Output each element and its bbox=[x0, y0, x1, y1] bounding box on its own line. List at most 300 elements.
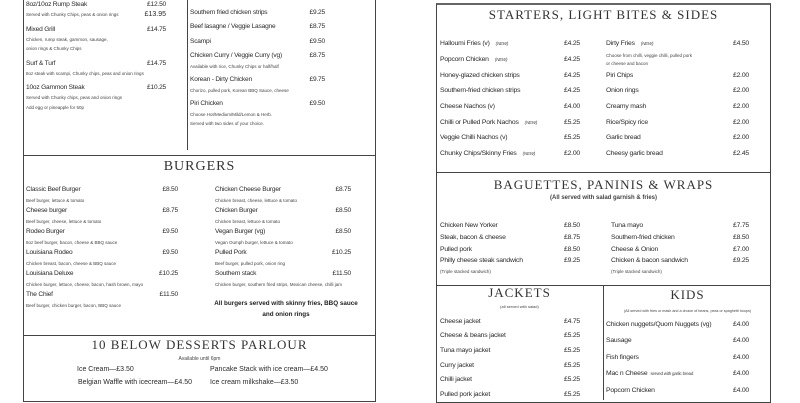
menu-item-description bbox=[26, 237, 178, 247]
menu-item-name: Chicken Cheese Burger bbox=[215, 186, 281, 193]
menu-item-name-wrap bbox=[26, 186, 80, 193]
menu-item-row bbox=[440, 372, 580, 387]
starters-col2 bbox=[606, 36, 749, 162]
menu-item bbox=[215, 247, 351, 268]
menu-item-price: £5.25 bbox=[563, 376, 580, 384]
menu-item-name-wrap bbox=[606, 321, 711, 328]
description-text: Served with Chunky chips, peas and onion rings bbox=[26, 95, 123, 101]
menu-item-name-wrap bbox=[440, 40, 508, 47]
menu-item-row bbox=[606, 114, 749, 130]
menu-item-row bbox=[190, 98, 325, 110]
menu-item-row bbox=[190, 35, 325, 47]
menu-item-name: Philly cheese steak sandwich bbox=[440, 257, 523, 265]
description-text: Beef burger, pulled pork, onion ring bbox=[215, 260, 286, 266]
menu-item-price: £4.50 bbox=[732, 40, 749, 48]
menu-item-row bbox=[26, 289, 178, 300]
menu-item-price: £2.00 bbox=[732, 71, 749, 79]
menu-item-price: £14.75 bbox=[147, 59, 166, 67]
menu-item bbox=[611, 232, 749, 244]
menu-item-name-wrap bbox=[215, 249, 247, 256]
menu-item-description bbox=[215, 237, 351, 247]
menu-item-name-wrap bbox=[26, 228, 65, 235]
menu-item-name: Honey-glazed chicken strips bbox=[440, 71, 520, 79]
menu-item-name-wrap bbox=[606, 103, 646, 110]
menu-item-row bbox=[606, 366, 749, 383]
menu-item-name: Halloumi Fries (v) bbox=[440, 40, 490, 48]
jackets-col1 bbox=[440, 314, 580, 402]
menu-item-name-wrap bbox=[26, 60, 55, 67]
menu-item-row bbox=[215, 184, 351, 195]
description-text: Chicken breast, lettuce & tomato bbox=[215, 218, 281, 224]
menu-item bbox=[440, 387, 580, 402]
menu-item-name-wrap bbox=[26, 1, 87, 8]
menu-item-price: £2.00 bbox=[563, 150, 580, 158]
menu-item-row bbox=[440, 36, 580, 52]
menu-item-description bbox=[190, 119, 325, 129]
menu-item-description bbox=[215, 258, 351, 268]
menu-item-row bbox=[440, 343, 580, 358]
mains-bottom-rule bbox=[23, 155, 376, 156]
menu-item-name-wrap bbox=[190, 9, 267, 16]
menu-item-name: Chicken Curry / Veggie Curry (vg) bbox=[190, 52, 282, 59]
menu-item bbox=[440, 372, 580, 387]
menu-item-row bbox=[440, 52, 580, 68]
menu-item-name: Mixed Grill bbox=[26, 25, 55, 33]
menu-item-row bbox=[440, 387, 580, 402]
desserts-title: 10 BELOW DESSERTS PARLOUR bbox=[91, 337, 308, 352]
menu-item-row bbox=[611, 243, 749, 255]
dessert-belgian-waffle: Belgian Waffle with icecream—£4.50 bbox=[78, 379, 192, 386]
menu-item-row bbox=[606, 146, 749, 162]
menu-item-price: £2.00 bbox=[732, 134, 749, 142]
menu-item-row bbox=[611, 220, 749, 232]
menu-item-name-wrap bbox=[606, 40, 653, 47]
menu-item-description bbox=[190, 110, 325, 120]
menu-item bbox=[440, 52, 580, 68]
menu-item-row bbox=[190, 74, 325, 86]
menu-item bbox=[190, 35, 325, 47]
jackets-subtitle: (all served with salad) bbox=[500, 304, 539, 309]
menu-item bbox=[440, 67, 580, 83]
menu-item bbox=[440, 83, 580, 99]
menu-item bbox=[611, 220, 749, 232]
menu-item-name: Pulled Pork bbox=[215, 249, 247, 256]
menu-item-description bbox=[190, 86, 325, 96]
menu-item-note: served with garlic bread bbox=[650, 371, 694, 377]
menu-item-name: Cheese jacket bbox=[440, 317, 481, 325]
menu-item-description bbox=[215, 195, 351, 205]
menu-item-name: Cheese & beans jacket bbox=[440, 332, 506, 340]
menu-item-row bbox=[190, 6, 325, 18]
baguettes-subtitle: (All served with salad garnish & fries) bbox=[549, 195, 658, 201]
menu-item-price: £5.25 bbox=[563, 346, 580, 354]
menu-item-name: Chicken & bacon sandwich bbox=[611, 257, 688, 265]
mains-col2 bbox=[190, 6, 325, 131]
menu-item-row bbox=[606, 130, 749, 146]
menu-item-name: Mac n Cheese bbox=[606, 370, 648, 378]
dessert-milkshake: Ice cream milkshake—£3.50 bbox=[210, 379, 299, 386]
mains-divider bbox=[187, 0, 188, 150]
burgers-title: BURGERS bbox=[163, 159, 236, 174]
menu-item-name: Scampi bbox=[190, 37, 211, 45]
menu-item-row bbox=[606, 316, 749, 333]
menu-item-name-wrap bbox=[440, 257, 523, 264]
menu-item bbox=[26, 24, 166, 54]
menu-item-row bbox=[606, 36, 749, 52]
menu-item-name: Cheese burger bbox=[26, 207, 68, 214]
menu-item-price: £2.00 bbox=[732, 103, 749, 111]
menu-item-name-wrap bbox=[215, 207, 258, 214]
menu-item-name: Vegan Burger (vg) bbox=[215, 228, 266, 235]
menu-item-name-wrap bbox=[440, 347, 490, 354]
menu-item-row bbox=[440, 358, 580, 373]
menu-item bbox=[440, 314, 580, 329]
menu-item-row bbox=[440, 314, 580, 329]
menu-item-row bbox=[26, 268, 178, 279]
menu-item-row bbox=[606, 83, 749, 99]
menu-item-name-wrap bbox=[440, 332, 506, 339]
menu-item-row bbox=[440, 220, 580, 232]
menu-item-name-wrap bbox=[606, 134, 641, 141]
description-text: Chicken burger, southern fried strips, Mexican cheese, chilli jam bbox=[215, 281, 343, 287]
menu-item bbox=[26, 82, 166, 112]
description-text: Choose from chilli, veggie chilli, pulled pork bbox=[606, 53, 693, 59]
menu-item-name-wrap bbox=[606, 387, 655, 394]
menu-item-row bbox=[26, 247, 178, 258]
desserts-subtitle: Available until 6pm bbox=[178, 356, 221, 362]
menu-item-name-wrap bbox=[611, 246, 658, 253]
menu-item-row bbox=[440, 243, 580, 255]
menu-item-row bbox=[611, 232, 749, 244]
menu-item-price: £4.00 bbox=[732, 337, 749, 345]
menu-item-row bbox=[26, 24, 166, 35]
menu-item-row bbox=[606, 67, 749, 83]
menu-item-name-wrap bbox=[26, 249, 73, 256]
menu-item-price: £10.25 bbox=[332, 249, 351, 256]
menu-item-name-wrap bbox=[190, 52, 282, 59]
description-text: Chorizo, pulled pork, Korean BBQ Sauce, cheese bbox=[190, 87, 289, 93]
menu-item-name-wrap bbox=[606, 150, 663, 157]
menu-item bbox=[215, 226, 351, 247]
menu-item-description bbox=[26, 69, 166, 79]
menu-item-name: Rodeo Burger bbox=[26, 228, 65, 235]
menu-item-name: Chilli or Pulled Pork Nachos bbox=[440, 118, 519, 126]
menu-item-row bbox=[215, 205, 351, 216]
menu-item bbox=[440, 358, 580, 373]
menu-item-name-wrap bbox=[440, 234, 506, 241]
menu-item-name-wrap bbox=[440, 87, 520, 94]
menu-item bbox=[26, 0, 166, 20]
new-badge: (NEW) bbox=[640, 41, 654, 47]
description-text: (Triple stacked sandwich) bbox=[440, 269, 491, 275]
menu-item-name-wrap bbox=[26, 84, 85, 91]
menu-item bbox=[215, 184, 351, 205]
menu-item-row bbox=[440, 329, 580, 344]
menu-item-row bbox=[26, 205, 178, 216]
menu-item-row bbox=[215, 226, 351, 237]
menu-item-name: Piri Chips bbox=[606, 71, 634, 79]
menu-item-price: £5.25 bbox=[563, 361, 580, 369]
menu-item-row bbox=[190, 50, 325, 62]
menu-item-price: £10.25 bbox=[147, 84, 166, 91]
menu-item-name-wrap bbox=[190, 23, 276, 30]
menu-item-price: £8.75 bbox=[335, 186, 351, 193]
menu-item-description bbox=[215, 279, 351, 289]
menu-item-name-wrap bbox=[190, 76, 252, 83]
menu-item bbox=[606, 366, 749, 383]
menu-item-description bbox=[606, 60, 749, 68]
menu-item bbox=[606, 67, 749, 83]
menu-item-name: Rice/Spicy rice bbox=[606, 118, 648, 126]
menu-item-price: £4.00 bbox=[732, 320, 749, 328]
menu-item-description bbox=[26, 103, 166, 113]
menu-item-name: Chicken New Yorker bbox=[440, 222, 498, 230]
menu-item-name-wrap bbox=[440, 362, 474, 369]
menu-item-price: £11.50 bbox=[159, 291, 178, 298]
description-text: Chicken breast, cheese, lettuce & tomato bbox=[215, 197, 298, 203]
menu-item-row bbox=[440, 232, 580, 244]
menu-item-name-wrap bbox=[606, 337, 631, 344]
menu-item-name: Sausage bbox=[606, 337, 632, 345]
dessert-ice-cream: Ice Cream—£3.50 bbox=[77, 366, 134, 373]
menu-item-name-wrap bbox=[26, 26, 55, 33]
menu-item bbox=[190, 50, 325, 72]
menu-item-price: £4.75 bbox=[563, 317, 580, 325]
menu-item-price: £11.50 bbox=[332, 270, 351, 277]
menu-item-price: £4.25 bbox=[563, 87, 580, 95]
menu-item-name: Pulled pork bbox=[440, 245, 472, 253]
menu-item-name-wrap bbox=[440, 72, 520, 79]
menu-item-name: Dirty Fries bbox=[606, 40, 635, 48]
menu-item-name-wrap bbox=[606, 87, 639, 94]
menu-item-price: £8.75 bbox=[162, 207, 178, 214]
menu-item bbox=[606, 99, 749, 115]
menu-item-row bbox=[215, 268, 351, 279]
mains-col1 bbox=[26, 0, 166, 116]
menu-item-name: Popcorn Chicken bbox=[606, 386, 655, 394]
kids-title: KIDS bbox=[670, 287, 705, 302]
menu-item bbox=[606, 349, 749, 366]
menu-item-description bbox=[26, 93, 166, 103]
menu-item bbox=[26, 226, 178, 247]
menu-item-name: Popcorn Chicken bbox=[440, 56, 489, 64]
menu-item-name-wrap bbox=[440, 119, 537, 126]
menu-item-description bbox=[440, 267, 580, 277]
description-text: Served with two sides of your choice. bbox=[190, 121, 265, 127]
new-badge: (NEW) bbox=[495, 41, 509, 47]
menu-item-name: Beef lasagne / Veggie Lasagne bbox=[190, 23, 276, 30]
description-text: Chicken breast, bacon, cheese & BBQ sauce bbox=[26, 260, 117, 266]
burgers-col1 bbox=[26, 184, 178, 310]
description-text: or cheese and bacon bbox=[606, 60, 649, 66]
menu-item-price: £9.25 bbox=[563, 257, 580, 265]
description-text: 8oz beef burger, bacon, cheese & BBQ sauce bbox=[26, 239, 118, 245]
menu-item-name-wrap bbox=[440, 318, 480, 325]
menu-item bbox=[26, 247, 178, 268]
menu-item bbox=[606, 333, 749, 350]
menu-item bbox=[440, 255, 580, 277]
menu-item-row bbox=[440, 255, 580, 267]
description-text: Beef burger, cheese, lettuce & tomato bbox=[26, 218, 102, 224]
menu-item-row bbox=[190, 21, 325, 33]
menu-item-name-wrap bbox=[440, 56, 507, 63]
menu-item-alt-price: £13.95 bbox=[144, 11, 166, 19]
menu-item-description bbox=[190, 62, 325, 72]
menu-item-price: £8.50 bbox=[563, 222, 580, 230]
menu-item bbox=[440, 130, 580, 146]
menu-item-name-wrap bbox=[606, 370, 693, 377]
menu-item-name: Southern fried chicken strips bbox=[190, 8, 268, 16]
menu-item-price: £9.25 bbox=[309, 8, 325, 16]
menu-item-name: Cheese & Onion bbox=[611, 245, 659, 253]
menu-item-name-wrap bbox=[215, 270, 256, 277]
menu-item-name: Onion rings bbox=[606, 87, 639, 95]
menu-item-row bbox=[606, 99, 749, 115]
menu-item-price: £5.25 bbox=[563, 390, 580, 398]
menu-item-price: £7.75 bbox=[732, 222, 749, 230]
menu-item-price: £4.25 bbox=[563, 40, 580, 48]
menu-item-name: Cheesy garlic bread bbox=[606, 150, 663, 158]
menu-item bbox=[440, 99, 580, 115]
menu-item-price: £8.50 bbox=[563, 245, 580, 253]
menu-item-price: £9.50 bbox=[162, 228, 178, 235]
menu-item-price: £8.50 bbox=[732, 234, 749, 242]
menu-item bbox=[26, 289, 178, 310]
menu-item-description bbox=[215, 216, 351, 226]
menu-item-name: Chilli jacket bbox=[440, 376, 472, 384]
menu-item-price: £9.75 bbox=[309, 76, 325, 83]
menu-item bbox=[440, 114, 580, 130]
menu-item-name-wrap bbox=[611, 222, 643, 229]
menu-item bbox=[606, 130, 749, 146]
menu-item-description bbox=[26, 279, 178, 289]
menu-item-price: £8.75 bbox=[309, 52, 325, 59]
description-text: Choose Hot/Medium/Mild/Lemon & Herb. bbox=[190, 111, 273, 117]
menu-item-name: Louisiana Rodeo bbox=[26, 249, 73, 256]
menu-item-description bbox=[26, 10, 166, 20]
menu-item bbox=[26, 184, 178, 205]
menu-item-row bbox=[440, 146, 580, 162]
menu-item bbox=[190, 74, 325, 96]
menu-item-row bbox=[606, 382, 749, 399]
menu-item-name-wrap bbox=[440, 222, 498, 229]
new-badge: (NEW) bbox=[524, 119, 538, 125]
burgers-note: All burgers served with skinny fries, BBQ sauce and onion rings bbox=[214, 300, 358, 318]
menu-item-price: £8.50 bbox=[335, 207, 351, 214]
baguettes-col1 bbox=[440, 220, 580, 277]
menu-item-name: 8oz/10oz Rump Steak bbox=[26, 1, 88, 8]
menu-item-name-wrap bbox=[26, 291, 53, 298]
menu-item-row bbox=[440, 67, 580, 83]
new-badge: (NEW) bbox=[494, 57, 508, 63]
menu-item-price: £10.25 bbox=[159, 270, 178, 277]
menu-item-price: £4.25 bbox=[563, 56, 580, 64]
menu-item-name: Southern stack bbox=[215, 270, 257, 277]
menu-item-name-wrap bbox=[440, 150, 535, 157]
menu-item-price: £14.75 bbox=[147, 25, 166, 33]
description-text: Beef burger, lettuce & tomato bbox=[26, 197, 85, 203]
dessert-pancake-stack: Pancake Stack with ice cream—£4.50 bbox=[210, 366, 328, 373]
menu-item-price: £12.50 bbox=[147, 1, 166, 8]
menu-item-price: £2.00 bbox=[732, 118, 749, 126]
menu-item-price: £4.00 bbox=[732, 370, 749, 378]
menu-item-price: £2.45 bbox=[732, 150, 749, 158]
menu-item bbox=[190, 98, 325, 129]
menu-item-price: £8.50 bbox=[162, 186, 178, 193]
menu-item-name-wrap bbox=[606, 72, 633, 79]
menu-item-description bbox=[26, 300, 178, 310]
menu-item bbox=[611, 243, 749, 255]
menu-item-name: Pulled pork jacket bbox=[440, 390, 491, 398]
menu-item-name-wrap bbox=[440, 391, 490, 398]
menu-item-row bbox=[215, 247, 351, 258]
menu-item-name: Classic Beef Burger bbox=[26, 186, 81, 193]
menu-item-price: £5.25 bbox=[563, 118, 580, 126]
description-text: Add egg or pineapple for 50p bbox=[26, 104, 85, 110]
baguettes-title: BAGUETTES, PANINIS & WRAPS bbox=[493, 177, 714, 192]
menu-item-price: £8.75 bbox=[563, 234, 580, 242]
menu-item-name-wrap bbox=[611, 234, 675, 241]
menu-item-row bbox=[26, 82, 166, 93]
menu-item-price: £8.75 bbox=[309, 23, 325, 30]
menu-item-price: £9.50 bbox=[162, 249, 178, 256]
menu-item-name-wrap bbox=[611, 257, 688, 264]
menu-item-name-wrap bbox=[26, 270, 73, 277]
menu-item-row bbox=[606, 333, 749, 350]
menu-item-description bbox=[611, 267, 749, 277]
menu-item-name: Korean - Dirty Chicken bbox=[190, 76, 252, 83]
menu-item-name: Surf & Turf bbox=[26, 59, 56, 67]
menu-item-name: Steak, bacon & cheese bbox=[440, 234, 506, 242]
menu-item-price: £5.25 bbox=[563, 134, 580, 142]
menu-item-description bbox=[26, 258, 178, 268]
menu-item-name: Chicken Burger bbox=[215, 207, 258, 214]
description-text: Available with rice, Chunky Chips or half/half bbox=[190, 63, 279, 69]
baguettes-col2 bbox=[611, 220, 749, 277]
menu-item-name: Southern-fried chicken bbox=[611, 234, 675, 242]
menu-item-price: £4.00 bbox=[732, 386, 749, 394]
menu-item-name-wrap bbox=[26, 207, 67, 214]
description-text: Chicken, rump steak, gammon, sausage, bbox=[26, 36, 108, 42]
jackets-title: JACKETS bbox=[488, 285, 551, 300]
kids-subtitle: (All served with fries or mash and a choice of beans, peas or spaghetti hoops) bbox=[623, 309, 752, 313]
menu-item bbox=[26, 205, 178, 226]
menu-item-name: Tuna mayo bbox=[611, 222, 643, 230]
menu-item bbox=[440, 343, 580, 358]
menu-item-name: Veggie Chilli Nachos (v) bbox=[440, 134, 508, 142]
menu-item-name-wrap bbox=[440, 376, 472, 383]
menu-item-row bbox=[440, 130, 580, 146]
menu-item bbox=[606, 146, 749, 162]
menu-item-name: The Chief bbox=[26, 291, 53, 298]
menu-item bbox=[440, 329, 580, 344]
menu-item-name: Chicken nuggets/Quorn Nuggets (vg) bbox=[606, 320, 712, 328]
description-text: Beef burger, chicken burger, bacon, BBQ sauce bbox=[26, 302, 122, 308]
menu-item-row bbox=[26, 184, 178, 195]
menu-item-name-wrap bbox=[190, 38, 211, 45]
menu-item-row bbox=[26, 226, 178, 237]
menu-item-description bbox=[26, 216, 178, 226]
menu-item-name: Curry jacket bbox=[440, 361, 474, 369]
menu-item bbox=[190, 21, 325, 33]
menu-item-price: £4.00 bbox=[732, 353, 749, 361]
jackets-kids-divider bbox=[603, 286, 604, 400]
kids-col1 bbox=[606, 316, 749, 399]
menu-item-name: Cheese Nachos (v) bbox=[440, 103, 495, 111]
menu-item-name: Louisiana Deluxe bbox=[26, 270, 74, 277]
burgers-col2 bbox=[215, 184, 351, 289]
menu-item bbox=[215, 268, 351, 289]
